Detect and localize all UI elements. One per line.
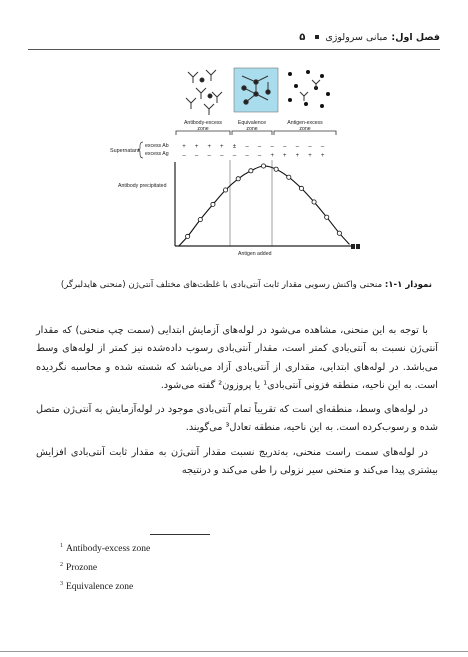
data-point-1 (186, 234, 190, 238)
data-point-6 (249, 169, 253, 173)
excess-ab-signs (182, 144, 325, 150)
chapter-title: مبانی سرولوژی (325, 31, 388, 43)
signs-ab-8: – (270, 144, 274, 150)
signs-ab-3: + (207, 144, 211, 150)
signs-ag-5: – (232, 153, 237, 159)
footnote-3: $^3$ Equivalence zone (60, 581, 134, 593)
signs-ag-9: + (283, 153, 287, 159)
antigen-excess-illustration (288, 70, 330, 108)
caption-text: منحنی واکنش رسوبی مقدار ثابت آنتی‌بادی با غلظت‌های مختلف آنتی‌ژن (منحنی هایدلبرگر) (60, 280, 383, 290)
signs-ab-6: – (245, 144, 249, 150)
data-point-9 (287, 175, 291, 179)
y-axis-label: Antibody precipitated (118, 183, 167, 189)
signs-ag-8: + (270, 153, 274, 159)
signs-ag-6: – (245, 153, 249, 159)
signs-ag-4: – (220, 153, 224, 159)
signs-ab-2: + (194, 144, 199, 150)
paragraph-3: در لوله‌های سمت راست منحنی، به‌تدریج نسبت مقدار آنتی‌ژن به مقدار ثابت آنتی‌بادی افزایش بیشتری پیدا می‌کند و منحنی سیر نزولی را طی می‌کند و درنتیجه (36, 446, 438, 477)
data-point-4 (223, 188, 227, 192)
signs-ab-1: + (182, 144, 186, 150)
signs-ag-7: – (257, 153, 262, 159)
zone-label-ab-2: zone (197, 126, 209, 132)
supernatant-label: Supernatant (110, 148, 140, 154)
supernatant-brace (138, 142, 143, 158)
signs-ag-1: – (182, 153, 186, 159)
page-number: ۵ (299, 31, 306, 43)
data-point-10 (299, 186, 303, 190)
zone-label-ab-1: Antibody-excess (183, 120, 223, 126)
signs-ab-12: – (320, 144, 325, 150)
row-label-excess-ag: excess Ag (145, 151, 169, 157)
precipitation-curve (179, 166, 350, 246)
chart-axes (175, 162, 352, 246)
footnotes (60, 538, 150, 595)
data-point-2 (198, 218, 202, 222)
page-bottom-rule (0, 651, 468, 652)
excess-ag-signs (182, 153, 325, 159)
signs-ag-11: + (308, 153, 312, 159)
caption-label: نمودار ۱-۱: (384, 280, 432, 290)
body-text (36, 322, 438, 486)
footnote-2: $^2$ Prozone (60, 562, 98, 574)
signs-ab-7: – (257, 144, 262, 150)
data-point-3 (211, 202, 215, 206)
zone-label-eq-2: zone (246, 126, 258, 132)
paragraph-2: در لوله‌های وسط، منطقه‌ای است که تقریباً تمام آنتی‌بادی موجود در لوله‌آزمایش به آنتی‌ژن متصل شده و رسوب‌کرده است. به این ناحیه، منطقه تعادل³ می‌گویند. (36, 404, 438, 434)
figure-caption (38, 277, 432, 294)
signs-ab-10: – (295, 144, 300, 150)
axis-arrow-icon (351, 244, 355, 249)
zone-label-ag-1: Antigen-excess (287, 120, 323, 126)
x-axis-label: Antigen added (238, 251, 272, 257)
data-points (186, 164, 342, 239)
signs-ag-12: + (320, 153, 325, 159)
paragraph-1: با توجه به این منحنی، مشاهده می‌شود در لوله‌های آزمایش ابتدایی (سمت چپ منحنی) که مقدار آنتی‌ژن نسبت به آنتی‌بادی کمتر است، مقدار آنتی‌بادی رسوب داده‌شده نیز کمتر از لوله‌های وسط می‌باشد. در لوله‌های ابتدایی، مقداری از آنتی‌بادی آزاد می‌باشد که شسته شده و محاسبه نگردیده است. به این ناحیه، منطقه فزونی آنتی‌بادی¹ یا پروزون² گفته می‌شود. (36, 325, 438, 391)
signs-ab-4: + (220, 144, 224, 150)
signs-ag-3: – (207, 153, 211, 159)
zone-label-ag-2: zone (299, 126, 311, 132)
chapter-label: فصل اول: (391, 31, 440, 43)
signs-ab-5: ± (232, 144, 237, 150)
data-point-11 (312, 200, 316, 204)
antibody-excess-illustration (186, 70, 222, 115)
signs-ab-9: – (283, 144, 287, 150)
footnote-1: $^1$ Antibody-excess zone (60, 543, 151, 555)
row-label-excess-ab: excess Ab (145, 143, 169, 149)
axis-arrow-icon-2 (356, 244, 360, 249)
data-point-13 (337, 231, 341, 235)
data-point-5 (236, 177, 240, 181)
signs-ab-11: – (308, 144, 312, 150)
heidelberger-figure (0, 0, 468, 270)
signs-ag-10: + (295, 153, 300, 159)
data-point-12 (325, 215, 329, 219)
data-point-8 (274, 167, 278, 171)
footnote-rule (150, 534, 210, 535)
signs-ag-2: – (194, 153, 199, 159)
data-point-7 (261, 164, 265, 168)
zone-label-eq-1: Equivalence (237, 120, 267, 126)
